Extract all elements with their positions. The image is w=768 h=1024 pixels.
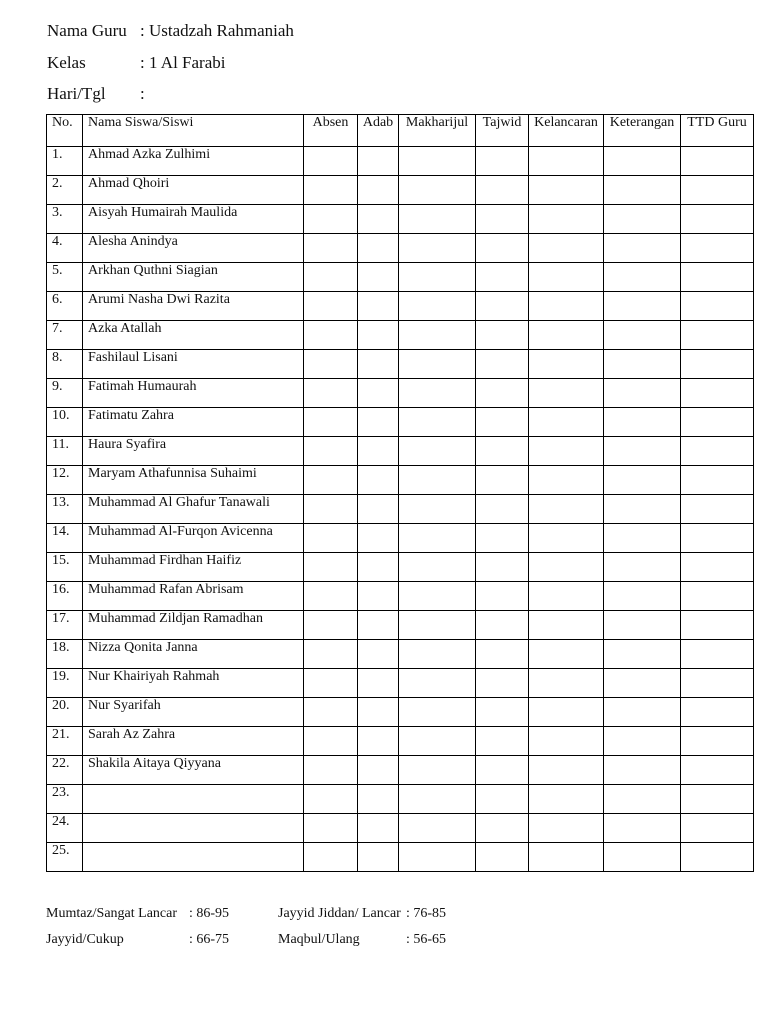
cell-tajwid [476, 524, 529, 553]
table-row [47, 205, 754, 234]
cell-makharijul [399, 205, 476, 234]
cell-absen [304, 727, 358, 756]
cell-keterangan [604, 292, 681, 321]
table-row [47, 582, 754, 611]
cell-makharijul [399, 698, 476, 727]
cell-adab [358, 321, 399, 350]
col-header-adab: Adab [358, 115, 399, 147]
date-label: Hari/Tgl [47, 84, 106, 103]
cell-student-name: Aisyah Humairah Maulida [83, 205, 304, 234]
cell-makharijul [399, 814, 476, 843]
cell-ttd-guru [681, 379, 754, 408]
table-row [47, 611, 754, 640]
cell-tajwid [476, 437, 529, 466]
cell-student-name: Arumi Nasha Dwi Razita [83, 292, 304, 321]
cell-kelancaran [529, 843, 604, 872]
cell-ttd-guru [681, 176, 754, 205]
table-row [47, 524, 754, 553]
cell-absen [304, 611, 358, 640]
cell-absen [304, 843, 358, 872]
cell-tajwid [476, 814, 529, 843]
cell-no: 22. [47, 756, 83, 785]
cell-adab [358, 727, 399, 756]
cell-keterangan [604, 176, 681, 205]
cell-student-name: Fashilaul Lisani [83, 350, 304, 379]
cell-student-name [83, 814, 304, 843]
cell-keterangan [604, 147, 681, 176]
cell-adab [358, 437, 399, 466]
cell-tajwid [476, 292, 529, 321]
table-row [47, 147, 754, 176]
cell-keterangan [604, 466, 681, 495]
cell-keterangan [604, 495, 681, 524]
cell-adab [358, 814, 399, 843]
cell-no: 13. [47, 495, 83, 524]
cell-no: 20. [47, 698, 83, 727]
cell-absen [304, 321, 358, 350]
cell-absen [304, 437, 358, 466]
col-header-name: Nama Siswa/Siswi [83, 115, 304, 147]
cell-no: 16. [47, 582, 83, 611]
cell-tajwid [476, 698, 529, 727]
cell-kelancaran [529, 698, 604, 727]
cell-ttd-guru [681, 524, 754, 553]
cell-makharijul [399, 292, 476, 321]
cell-ttd-guru [681, 814, 754, 843]
cell-no: 11. [47, 437, 83, 466]
cell-keterangan [604, 640, 681, 669]
cell-absen [304, 669, 358, 698]
cell-kelancaran [529, 234, 604, 263]
cell-absen [304, 234, 358, 263]
legend-label: Jayyid Jiddan/ Lancar [278, 906, 401, 921]
legend-label: Mumtaz/Sangat Lancar [46, 906, 178, 921]
cell-makharijul [399, 611, 476, 640]
cell-absen [304, 524, 358, 553]
teacher-separator: : [140, 21, 145, 40]
cell-makharijul [399, 466, 476, 495]
cell-keterangan [604, 814, 681, 843]
cell-no: 19. [47, 669, 83, 698]
cell-student-name: Muhammad Al-Furqon Avicenna [83, 524, 304, 553]
cell-ttd-guru [681, 553, 754, 582]
cell-absen [304, 176, 358, 205]
cell-keterangan [604, 234, 681, 263]
cell-adab [358, 611, 399, 640]
col-header-ttd-guru: TTD Guru [681, 115, 754, 147]
cell-tajwid [476, 350, 529, 379]
cell-kelancaran [529, 756, 604, 785]
table-row [47, 698, 754, 727]
cell-student-name [83, 843, 304, 872]
cell-adab [358, 147, 399, 176]
cell-makharijul [399, 524, 476, 553]
cell-student-name: Maryam Athafunnisa Suhaimi [83, 466, 304, 495]
cell-kelancaran [529, 292, 604, 321]
table-header-row [47, 115, 754, 147]
cell-tajwid [476, 611, 529, 640]
cell-ttd-guru [681, 582, 754, 611]
cell-kelancaran [529, 379, 604, 408]
cell-absen [304, 379, 358, 408]
cell-makharijul [399, 495, 476, 524]
cell-ttd-guru [681, 437, 754, 466]
cell-student-name: Muhammad Al Ghafur Tanawali [83, 495, 304, 524]
cell-makharijul [399, 640, 476, 669]
cell-kelancaran [529, 466, 604, 495]
cell-tajwid [476, 408, 529, 437]
cell-kelancaran [529, 785, 604, 814]
table-row [47, 785, 754, 814]
cell-no: 6. [47, 292, 83, 321]
cell-absen [304, 466, 358, 495]
cell-no: 4. [47, 234, 83, 263]
cell-adab [358, 582, 399, 611]
table-row [47, 727, 754, 756]
cell-makharijul [399, 147, 476, 176]
cell-makharijul [399, 437, 476, 466]
cell-makharijul [399, 234, 476, 263]
table-row [47, 408, 754, 437]
cell-no: 12. [47, 466, 83, 495]
table-row [47, 292, 754, 321]
cell-makharijul [399, 350, 476, 379]
cell-makharijul [399, 582, 476, 611]
cell-no: 25. [47, 843, 83, 872]
cell-student-name: Alesha Anindya [83, 234, 304, 263]
cell-absen [304, 292, 358, 321]
cell-no: 17. [47, 611, 83, 640]
cell-absen [304, 785, 358, 814]
cell-ttd-guru [681, 466, 754, 495]
cell-ttd-guru [681, 698, 754, 727]
cell-kelancaran [529, 814, 604, 843]
cell-adab [358, 176, 399, 205]
table-row [47, 437, 754, 466]
cell-absen [304, 553, 358, 582]
cell-tajwid [476, 640, 529, 669]
table-row [47, 350, 754, 379]
cell-ttd-guru [681, 843, 754, 872]
cell-keterangan [604, 379, 681, 408]
cell-student-name: Muhammad Rafan Abrisam [83, 582, 304, 611]
cell-absen [304, 495, 358, 524]
cell-keterangan [604, 727, 681, 756]
cell-ttd-guru [681, 611, 754, 640]
cell-kelancaran [529, 205, 604, 234]
cell-adab [358, 756, 399, 785]
cell-absen [304, 147, 358, 176]
cell-kelancaran [529, 350, 604, 379]
cell-keterangan [604, 785, 681, 814]
cell-adab [358, 350, 399, 379]
col-header-no: No. [47, 115, 83, 147]
class-value: 1 Al Farabi [149, 53, 226, 72]
cell-ttd-guru [681, 205, 754, 234]
cell-absen [304, 756, 358, 785]
cell-adab [358, 234, 399, 263]
cell-student-name: Haura Syafira [83, 437, 304, 466]
cell-kelancaran [529, 727, 604, 756]
cell-ttd-guru [681, 785, 754, 814]
cell-ttd-guru [681, 756, 754, 785]
cell-tajwid [476, 147, 529, 176]
teacher-value: Ustadzah Rahmaniah [149, 21, 294, 40]
class-label: Kelas [47, 53, 86, 72]
cell-keterangan [604, 756, 681, 785]
cell-adab [358, 263, 399, 292]
cell-tajwid [476, 669, 529, 698]
cell-keterangan [604, 408, 681, 437]
table-row [47, 756, 754, 785]
cell-kelancaran [529, 321, 604, 350]
cell-tajwid [476, 263, 529, 292]
cell-ttd-guru [681, 495, 754, 524]
col-header-makharijul: Makharijul [399, 115, 476, 147]
cell-absen [304, 350, 358, 379]
cell-adab [358, 379, 399, 408]
legend-range: : 66-75 [189, 932, 230, 947]
cell-no: 10. [47, 408, 83, 437]
cell-keterangan [604, 611, 681, 640]
cell-adab [358, 698, 399, 727]
cell-ttd-guru [681, 147, 754, 176]
class-separator: : [140, 53, 145, 72]
cell-no: 15. [47, 553, 83, 582]
table-body [47, 147, 754, 872]
cell-student-name [83, 785, 304, 814]
table-row [47, 640, 754, 669]
cell-makharijul [399, 727, 476, 756]
cell-adab [358, 669, 399, 698]
col-header-absen: Absen [304, 115, 358, 147]
cell-tajwid [476, 756, 529, 785]
cell-makharijul [399, 263, 476, 292]
cell-no: 21. [47, 727, 83, 756]
cell-keterangan [604, 205, 681, 234]
cell-makharijul [399, 553, 476, 582]
cell-absen [304, 814, 358, 843]
cell-kelancaran [529, 524, 604, 553]
cell-no: 1. [47, 147, 83, 176]
legend-item [46, 906, 286, 924]
cell-keterangan [604, 669, 681, 698]
col-header-keterangan: Keterangan [604, 115, 681, 147]
cell-ttd-guru [681, 640, 754, 669]
legend-label: Jayyid/Cukup [46, 932, 124, 947]
col-header-tajwid: Tajwid [476, 115, 529, 147]
cell-no: 24. [47, 814, 83, 843]
cell-keterangan [604, 263, 681, 292]
cell-absen [304, 698, 358, 727]
cell-student-name: Fatimah Humaurah [83, 379, 304, 408]
cell-kelancaran [529, 437, 604, 466]
cell-absen [304, 408, 358, 437]
cell-kelancaran [529, 176, 604, 205]
legend-item [278, 932, 478, 950]
table-row [47, 379, 754, 408]
cell-no: 23. [47, 785, 83, 814]
attendance-table [46, 114, 754, 872]
cell-adab [358, 843, 399, 872]
cell-ttd-guru [681, 408, 754, 437]
cell-absen [304, 205, 358, 234]
cell-kelancaran [529, 669, 604, 698]
cell-keterangan [604, 698, 681, 727]
table-row [47, 553, 754, 582]
cell-keterangan [604, 553, 681, 582]
cell-absen [304, 263, 358, 292]
cell-kelancaran [529, 611, 604, 640]
cell-makharijul [399, 756, 476, 785]
cell-keterangan [604, 582, 681, 611]
cell-student-name: Muhammad Zildjan Ramadhan [83, 611, 304, 640]
date-separator: : [140, 84, 145, 103]
legend-label: Maqbul/Ulang [278, 932, 360, 947]
cell-student-name: Nur Syarifah [83, 698, 304, 727]
cell-adab [358, 292, 399, 321]
cell-student-name: Azka Atallah [83, 321, 304, 350]
cell-tajwid [476, 843, 529, 872]
cell-student-name: Ahmad Azka Zulhimi [83, 147, 304, 176]
col-header-kelancaran: Kelancaran [529, 115, 604, 147]
cell-kelancaran [529, 263, 604, 292]
cell-student-name: Muhammad Firdhan Haifiz [83, 553, 304, 582]
cell-makharijul [399, 408, 476, 437]
cell-tajwid [476, 321, 529, 350]
cell-ttd-guru [681, 727, 754, 756]
table-row [47, 176, 754, 205]
cell-student-name: Nizza Qonita Janna [83, 640, 304, 669]
cell-tajwid [476, 234, 529, 263]
cell-kelancaran [529, 640, 604, 669]
cell-adab [358, 205, 399, 234]
cell-no: 3. [47, 205, 83, 234]
cell-no: 7. [47, 321, 83, 350]
table-row [47, 234, 754, 263]
table-row [47, 263, 754, 292]
table-row [47, 466, 754, 495]
cell-tajwid [476, 553, 529, 582]
cell-adab [358, 466, 399, 495]
cell-ttd-guru [681, 321, 754, 350]
cell-no: 5. [47, 263, 83, 292]
cell-student-name: Nur Khairiyah Rahmah [83, 669, 304, 698]
table-row [47, 843, 754, 872]
cell-student-name: Arkhan Quthni Siagian [83, 263, 304, 292]
cell-adab [358, 785, 399, 814]
cell-makharijul [399, 669, 476, 698]
cell-absen [304, 640, 358, 669]
table-row [47, 669, 754, 698]
cell-tajwid [476, 205, 529, 234]
cell-tajwid [476, 495, 529, 524]
legend-item [46, 932, 286, 950]
cell-keterangan [604, 524, 681, 553]
cell-ttd-guru [681, 263, 754, 292]
cell-makharijul [399, 176, 476, 205]
cell-kelancaran [529, 147, 604, 176]
teacher-label: Nama Guru [47, 21, 127, 40]
cell-adab [358, 553, 399, 582]
cell-kelancaran [529, 408, 604, 437]
cell-student-name: Ahmad Qhoiri [83, 176, 304, 205]
cell-keterangan [604, 350, 681, 379]
cell-tajwid [476, 379, 529, 408]
legend-item [278, 906, 478, 924]
cell-adab [358, 524, 399, 553]
cell-makharijul [399, 843, 476, 872]
cell-keterangan [604, 321, 681, 350]
cell-ttd-guru [681, 350, 754, 379]
cell-makharijul [399, 321, 476, 350]
cell-kelancaran [529, 495, 604, 524]
cell-keterangan [604, 437, 681, 466]
cell-tajwid [476, 176, 529, 205]
cell-no: 14. [47, 524, 83, 553]
cell-absen [304, 582, 358, 611]
cell-kelancaran [529, 553, 604, 582]
cell-keterangan [604, 843, 681, 872]
cell-no: 9. [47, 379, 83, 408]
cell-tajwid [476, 466, 529, 495]
legend-range: : 86-95 [189, 906, 230, 921]
cell-no: 2. [47, 176, 83, 205]
cell-no: 18. [47, 640, 83, 669]
cell-adab [358, 408, 399, 437]
cell-ttd-guru [681, 292, 754, 321]
cell-student-name: Sarah Az Zahra [83, 727, 304, 756]
cell-ttd-guru [681, 669, 754, 698]
legend-range: : 56-65 [406, 932, 447, 947]
cell-kelancaran [529, 582, 604, 611]
cell-tajwid [476, 785, 529, 814]
cell-no: 8. [47, 350, 83, 379]
table-row [47, 321, 754, 350]
table-row [47, 495, 754, 524]
cell-adab [358, 495, 399, 524]
legend-range: : 76-85 [406, 906, 447, 921]
table-row [47, 814, 754, 843]
cell-student-name: Fatimatu Zahra [83, 408, 304, 437]
cell-adab [358, 640, 399, 669]
cell-makharijul [399, 379, 476, 408]
cell-student-name: Shakila Aitaya Qiyyana [83, 756, 304, 785]
cell-makharijul [399, 785, 476, 814]
cell-tajwid [476, 582, 529, 611]
cell-ttd-guru [681, 234, 754, 263]
cell-tajwid [476, 727, 529, 756]
